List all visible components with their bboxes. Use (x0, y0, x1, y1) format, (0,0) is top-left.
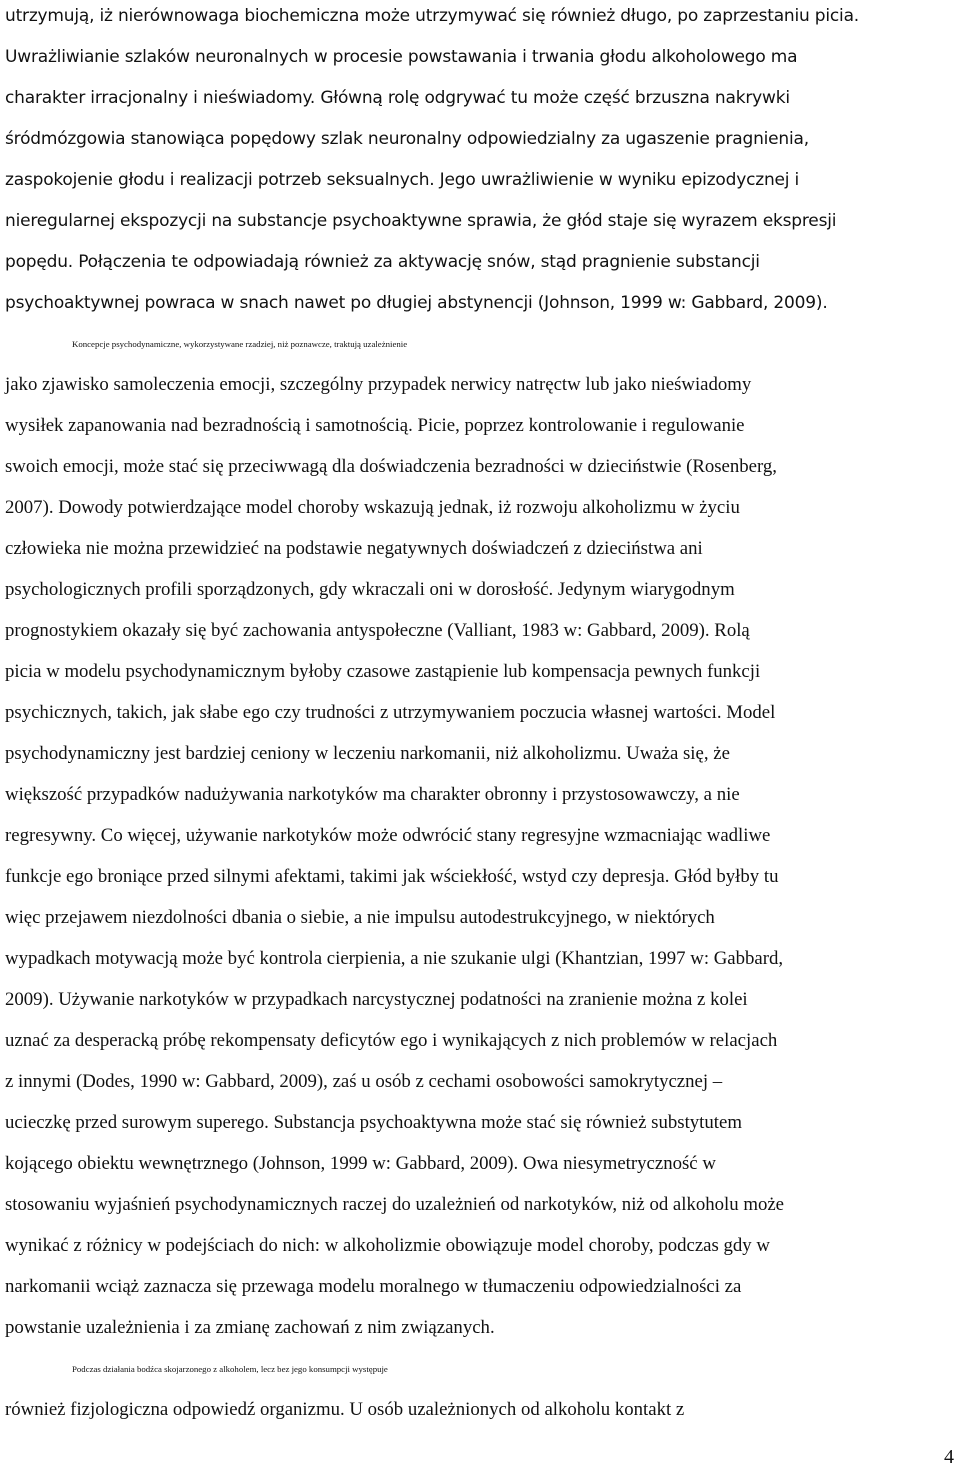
text-line: utrzymują, iż nierównowaga biochemiczna może utrzymywać się również długo, po zaprzestaniu picia. (5, 6, 859, 26)
paragraph-start-line: Podczas działania bodźca skojarzonego z alkoholem, lecz bez jego konsumpcji występuje (72, 1364, 388, 1374)
text-line: wypadkach motywacją może być kontrola cierpienia, a nie szukanie ulgi (Khantzian, 1997 w: Gabbard, (5, 948, 784, 969)
text-line: 2007). Dowody potwierdzające model choroby wskazują jednak, iż rozwoju alkoholizmu w życiu (5, 497, 740, 518)
text-line: wynikać z różnicy w podejściach do nich: w alkoholizmie obowiązuje model choroby, podczas gdy w (5, 1235, 770, 1256)
text-line: psychologicznych profili sporządzonych, gdy wkraczali oni w dorosłość. Jedynym wiarygodnym (5, 579, 735, 600)
text-line: regresywny. Co więcej, używanie narkotyków może odwrócić stany regresyjne wzmacniając wadliwe (5, 825, 771, 846)
text-line: psychoaktywnej powraca w snach nawet po długiej abstynencji (Johnson, 1999 w: Gabbard, 2009). (5, 293, 828, 313)
text-line: funkcje ego broniące przed silnymi afektami, takimi jak wściekłość, wstyd czy depresja. Głód byłby tu (5, 866, 779, 887)
text-line: również fizjologiczna odpowiedź organizmu. U osób uzależnionych od alkoholu kontakt z (5, 1399, 685, 1420)
text-line: 2009). Używanie narkotyków w przypadkach narcystycznej podatności na zranienie można z kolei (5, 989, 748, 1010)
text-line: uznać za desperacką próbę rekompensaty deficytów ego i wynikających z nich problemów w relacjach (5, 1030, 778, 1051)
text-line: narkomanii wciąż zaznacza się przewaga modelu moralnego w tłumaczeniu odpowiedzialności za (5, 1276, 742, 1297)
text-line: zaspokojenie głodu i realizacji potrzeb seksualnych. Jego uwrażliwienie w wyniku epizodycznej i (5, 170, 800, 190)
text-line: psychodynamiczny jest bardziej ceniony w leczeniu narkomanii, niż alkoholizmu. Uważa się, że (5, 743, 730, 764)
text-line: więc przejawem niezdolności dbania o siebie, a nie impulsu autodestrukcyjnego, w niektórych (5, 907, 715, 928)
text-line: powstanie uzależnienia i za zmianę zachowań z nim związanych. (5, 1317, 495, 1338)
text-line: większość przypadków nadużywania narkotyków ma charakter obronny i przystosowawczy, a nie (5, 784, 740, 805)
text-line: wysiłek zapanowania nad bezradnością i samotnością. Picie, poprzez kontrolowanie i regulowanie (5, 415, 745, 436)
text-line: Uwrażliwianie szlaków neuronalnych w procesie powstawania i trwania głodu alkoholowego ma (5, 47, 798, 67)
text-line: człowieka nie można przewidzieć na podstawie negatywnych doświadczeń z dzieciństwa ani (5, 538, 703, 559)
text-line: stosowaniu wyjaśnień psychodynamicznych raczej do uzależnień od narkotyków, niż od alkoholu może (5, 1194, 785, 1215)
text-line: kojącego obiektu wewnętrznego (Johnson, 1999 w: Gabbard, 2009). Owa niesymetryczność w (5, 1153, 716, 1174)
paragraph-start-line: Koncepcje psychodynamiczne, wykorzystywane rzadziej, niż poznawcze, traktują uzależnienie (72, 339, 408, 349)
text-line: prognostykiem okazały się być zachowania antyspołeczne (Valliant, 1983 w: Gabbard, 2009). Rolą (5, 620, 750, 641)
text-line: jako zjawisko samoleczenia emocji, szczególny przypadek nerwicy natręctw lub jako nieświadomy (5, 374, 752, 395)
text-line: śródmózgowia stanowiąca popędowy szlak neuronalny odpowiedzialny za ugaszenie pragnienia, (5, 129, 809, 149)
page-number: 4 (944, 1446, 954, 1468)
text-line: ucieczkę przed surowym superego. Substancja psychoaktywna może stać się również substytutem (5, 1112, 742, 1133)
text-line: z innymi (Dodes, 1990 w: Gabbard, 2009), zaś u osób z cechami osobowości samokrytycznej – (5, 1071, 723, 1092)
text-line: swoich emocji, może stać się przeciwwagą dla doświadczenia bezradności w dzieciństwie (Rosenberg, (5, 456, 778, 477)
text-line: nieregularnej ekspozycji na substancje psychoaktywne sprawia, że głód staje się wyrazem ekspresji (5, 211, 837, 231)
text-line: psychicznych, takich, jak słabe ego czy trudności z utrzymywaniem poczucia własnej wartości. Model (5, 702, 776, 723)
text-line: charakter irracjonalny i nieświadomy. Główną rolę odgrywać tu może część brzuszna nakrywki (5, 88, 790, 108)
text-line: picia w modelu psychodynamicznym byłoby czasowe zastąpienie lub kompensacja pewnych funkcji (5, 661, 761, 682)
text-line: popędu. Połączenia te odpowiadają również za aktywację snów, stąd pragnienie substancji (5, 252, 760, 272)
